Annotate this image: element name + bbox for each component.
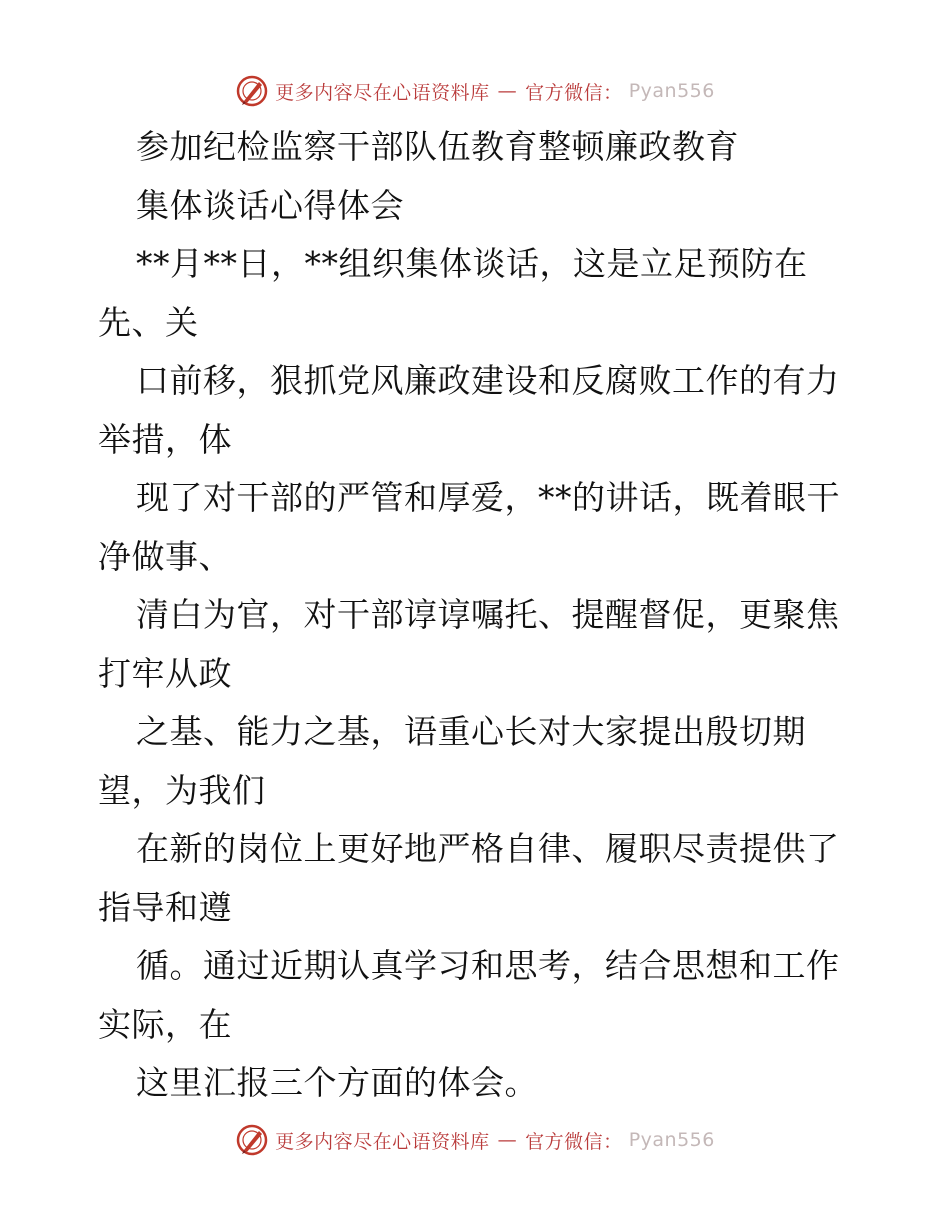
- paragraph-line: 这里汇报三个方面的体会。: [136, 1063, 538, 1102]
- banner-title: 更多内容尽在心语资料库: [275, 1130, 490, 1153]
- paragraph-line: 循。通过近期认真学习和思考，结合思想和工作: [136, 946, 840, 985]
- document-title-line: 参加纪检监察干部队伍教育整顿廉政教育: [136, 127, 739, 166]
- banner-wechat-label: 官方微信：: [525, 1130, 623, 1153]
- document-title-line: 集体谈话心得体会: [136, 185, 404, 225]
- paragraph-line: 现了对干部的严管和厚爱，**的讲话，既着眼干: [136, 478, 840, 517]
- footer-banner: [0, 1120, 950, 1160]
- banner-separator: —: [497, 1129, 518, 1151]
- paragraph-line: 在新的岗位上更好地严格自律、履职尽责提供了: [136, 829, 840, 868]
- banner-title: 更多内容尽在心语资料库: [275, 81, 490, 104]
- banner-wechat-id: Pyan556: [628, 1129, 715, 1151]
- banner-wechat-label: 官方微信：: [525, 81, 623, 104]
- pen-logo-icon: [235, 1123, 269, 1157]
- paragraph-line: **月**日，**组织集体谈话，这是立足预防在: [136, 244, 808, 283]
- paragraph-line: 指导和遵: [98, 887, 232, 927]
- pen-logo-icon: [235, 74, 269, 108]
- paragraph-line: 之基、能力之基，语重心长对大家提出殷切期: [136, 712, 806, 751]
- paragraph-line: 净做事、: [98, 536, 232, 576]
- paragraph-line: 望，为我们: [98, 770, 266, 810]
- paragraph-line: 打牢从政: [98, 653, 232, 693]
- paragraph-line: 先、关: [98, 302, 199, 342]
- paragraph-line: 清白为官，对干部谆谆嘱托、提醒督促，更聚焦: [136, 595, 840, 634]
- paragraph-line: 举措，体: [98, 419, 232, 459]
- banner-separator: —: [497, 80, 518, 102]
- document-body: [98, 118, 858, 1113]
- banner-wechat-id: Pyan556: [628, 80, 715, 102]
- paragraph-line: 口前移，狠抓党风廉政建设和反腐败工作的有力: [136, 361, 840, 400]
- header-banner: [0, 71, 950, 111]
- paragraph-line: 实际，在: [98, 1004, 232, 1044]
